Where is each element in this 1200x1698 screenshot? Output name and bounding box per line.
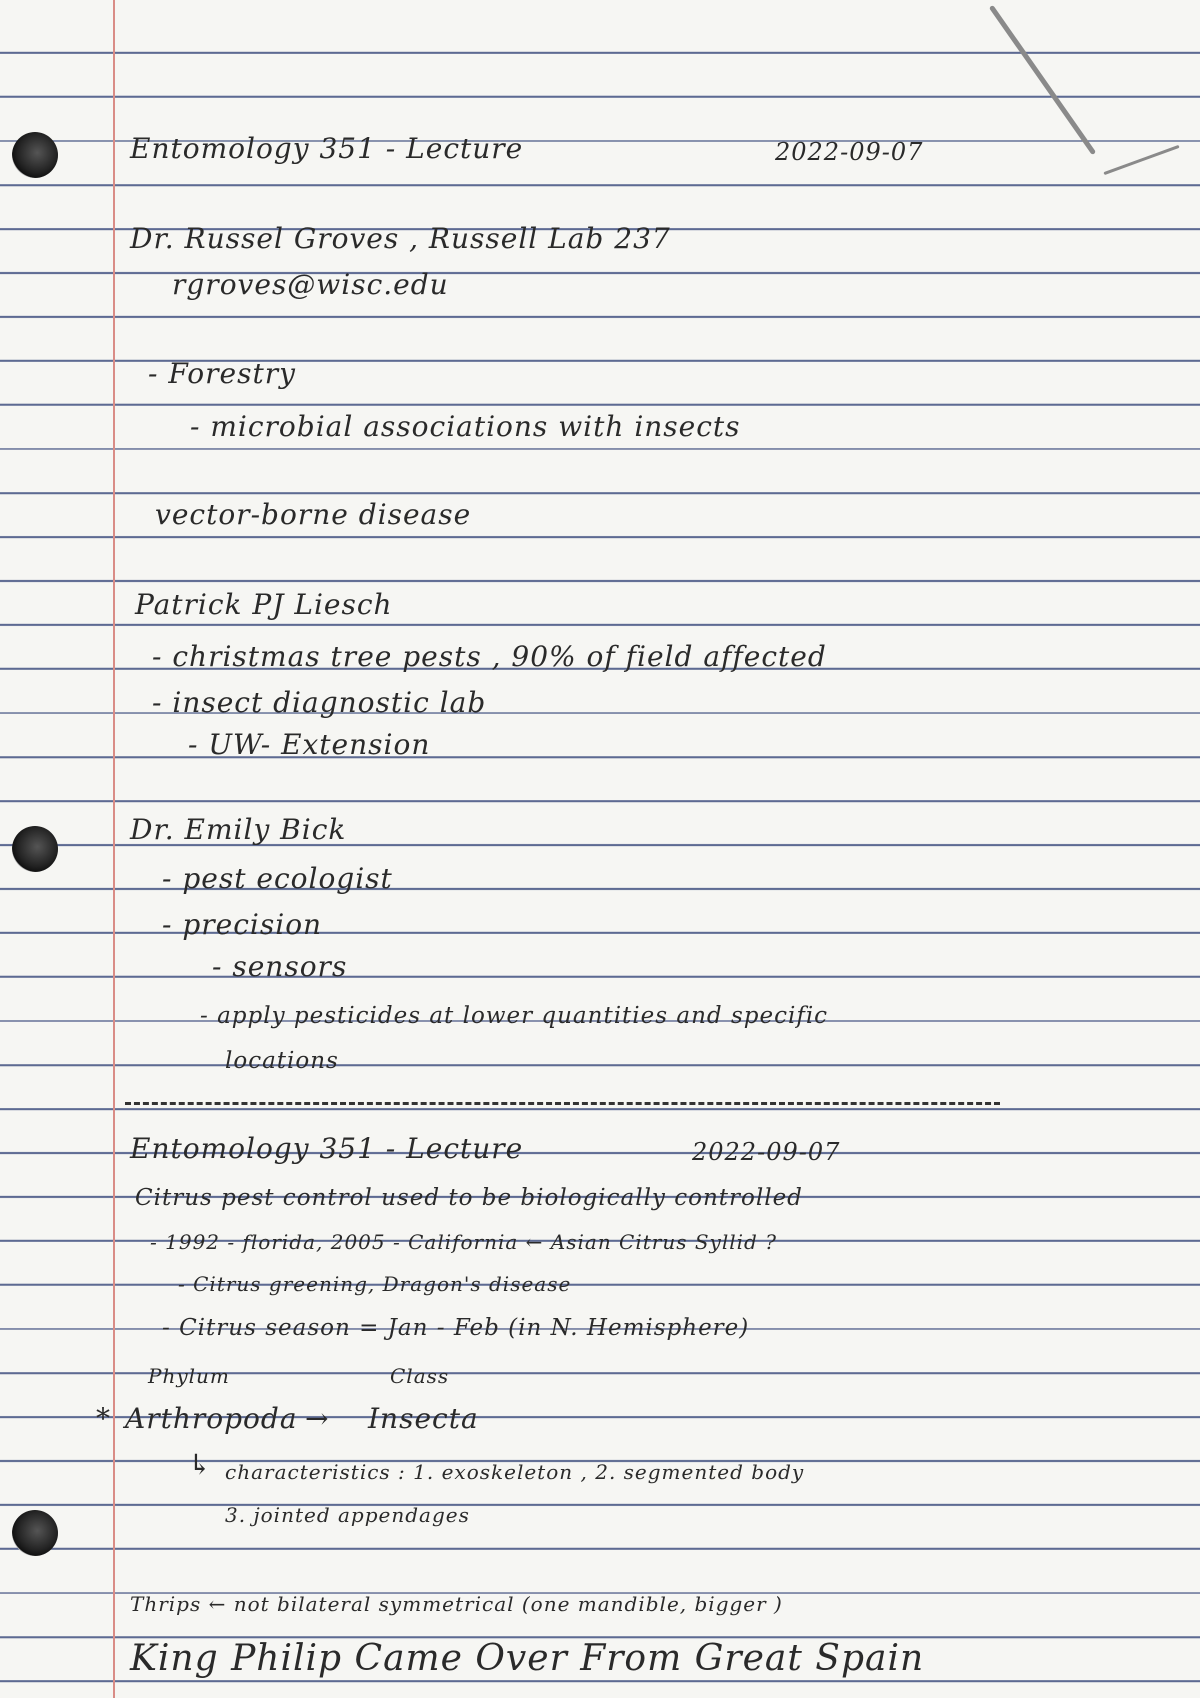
class-label: Class [390,1364,450,1388]
note-line: - Citrus season = Jan - Feb (in N. Hemisphere) [162,1315,750,1341]
pen-scratch [1103,145,1179,175]
note-line: - UW- Extension [188,728,431,761]
section-divider [125,1102,1000,1105]
instructor-name: Dr. Emily Bick [130,813,347,846]
note-line: - apply pesticides at lower quantities and specific [200,1003,829,1029]
note-line: Citrus pest control used to be biologically controlled [135,1185,803,1211]
lecture-title: Entomology 351 - Lecture [130,132,524,165]
instructor-name: Dr. Russel Groves , Russell Lab 237 [130,222,671,255]
star-mark: * [96,1402,111,1435]
lecture-date: 2022-09-07 [775,138,924,166]
lecture-date: 2022-09-07 [692,1138,841,1166]
arrow: → [305,1402,330,1435]
note-line: - Forestry [148,357,296,390]
note-line: - microbial associations with insects [190,410,741,443]
note-line: characteristics : 1. exoskeleton , 2. segmented body [225,1460,805,1484]
instructor-name: Patrick PJ Liesch [135,588,393,621]
note-line: - insect diagnostic lab [152,686,487,719]
note-line: - Citrus greening, Dragon's disease [178,1272,572,1296]
instructor-email: rgroves@wisc.edu [172,268,449,301]
binder-hole [12,1510,58,1556]
phylum-label: Phylum [148,1364,230,1388]
mnemonic: King Philip Came Over From Great Spain [130,1638,925,1679]
hook-arrow: ↳ [188,1448,213,1481]
binder-hole [12,132,58,178]
note-line: - pest ecologist [162,862,393,895]
note-line: 3. jointed appendages [225,1503,470,1527]
note-line: - 1992 - florida, 2005 - California ← Asian Citrus Syllid ? [150,1230,777,1254]
phylum-name: Arthropoda [125,1402,298,1435]
note-line: locations [225,1048,339,1074]
note-line: Thrips ← not bilateral symmetrical (one mandible, bigger ) [130,1592,783,1616]
lecture-title: Entomology 351 - Lecture [130,1132,524,1165]
note-line: - sensors [212,950,348,983]
note-line: vector-borne disease [155,498,472,531]
binder-hole [12,826,58,872]
note-line: - precision [162,908,323,941]
note-line: - christmas tree pests , 90% of field affected [152,640,827,673]
class-name: Insecta [368,1402,479,1435]
pen-scratch [989,5,1096,155]
margin-line [113,0,115,1698]
